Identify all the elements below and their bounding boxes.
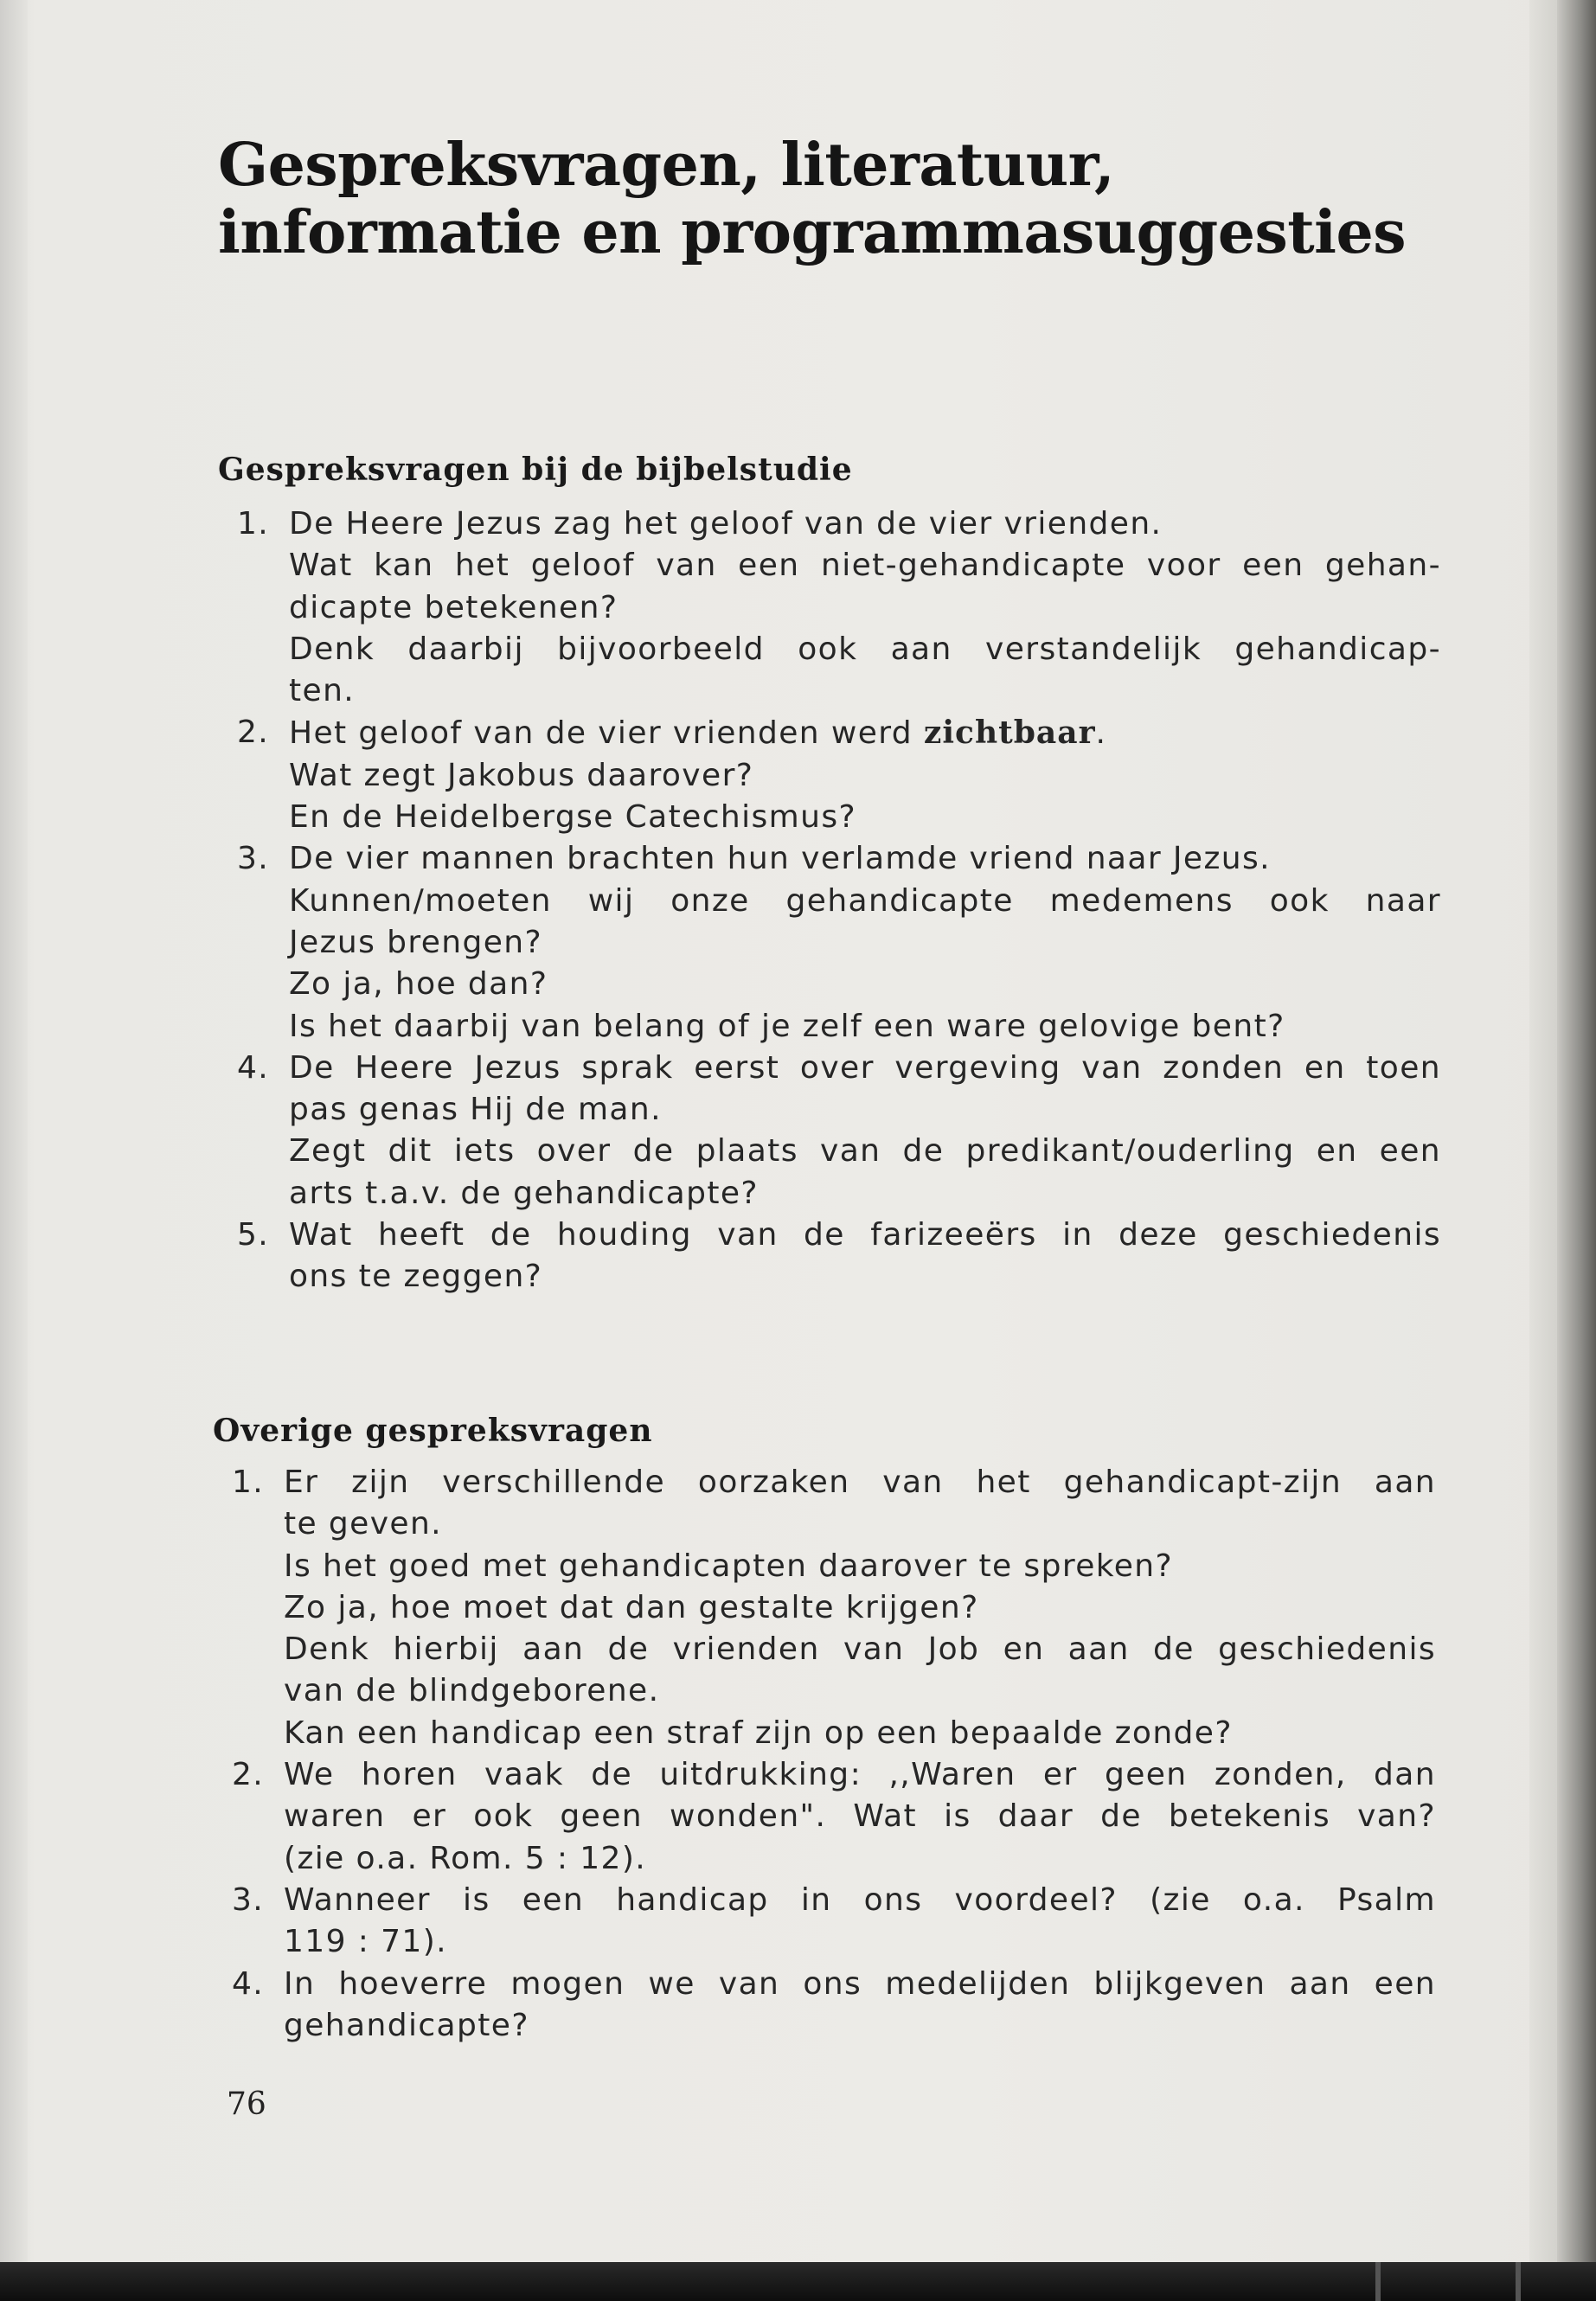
question-line: (zie o.a. Rom. 5 : 12).	[284, 1840, 647, 1876]
emphasis-word: zichtbaar	[923, 715, 1096, 752]
scan-bottom-edge	[0, 2262, 1596, 2301]
question-line: Kunnen/moeten wij onze gehandicapte medemens ook naar	[289, 882, 1441, 919]
question-line: Wat heeft de houding van de farizeeërs in deze geschiedenis	[289, 1217, 1441, 1253]
section-heading-bijbelstudie: Gespreksvragen bij de bijbelstudie	[218, 452, 853, 488]
question-list-overige	[213, 1462, 1436, 2047]
page-title	[218, 131, 1481, 266]
question-line: ons te zeggen?	[289, 1259, 543, 1295]
question-line: We horen vaak de uitdrukking: ,,Waren er geen zonden, dan	[284, 1757, 1436, 1793]
question-line-end: .	[1095, 715, 1107, 752]
question-number: 2.	[232, 1757, 265, 1793]
list-item	[218, 1048, 1441, 1215]
question-line: pas genas Hij de man.	[289, 1092, 662, 1128]
question-list-bijbelstudie	[218, 503, 1441, 1298]
question-number: 2.	[237, 715, 270, 751]
list-item	[213, 1754, 1436, 1880]
question-number: 5.	[237, 1217, 270, 1253]
question-line: dicapte betekenen?	[289, 589, 619, 625]
question-line: Wanneer is een handicap in ons voordeel? (zie o.a. Psalm	[284, 1881, 1436, 1918]
question-line: Kan een handicap een straf zijn op een bepaalde zonde?	[284, 1715, 1233, 1751]
list-item	[218, 1215, 1441, 1298]
question-line: Denk hierbij aan de vrienden van Job en aan de geschiedenis	[284, 1631, 1436, 1668]
question-number: 4.	[232, 1965, 265, 2002]
question-line: Jezus brengen?	[289, 924, 543, 960]
scan-edge-mark	[1516, 2262, 1521, 2301]
title-line-1: Gespreksvragen, literatuur,	[218, 131, 1115, 200]
list-item	[213, 1462, 1436, 1754]
question-line: Zo ja, hoe moet dat dan gestalte krijgen?	[284, 1589, 979, 1625]
question-line: 119 : 71).	[284, 1924, 448, 1960]
question-line: Er zijn verschillende oorzaken van het gehandicapt-zijn aan	[284, 1465, 1436, 1500]
question-line: Zegt dit iets over de plaats van de predikant/ouderling en een	[289, 1133, 1441, 1170]
question-line: Is het daarbij van belang of je zelf een ware gelovige bent?	[289, 1008, 1285, 1044]
question-line	[289, 712, 1441, 754]
list-item	[213, 1880, 1436, 1964]
question-line: Zo ja, hoe dan?	[289, 966, 548, 1003]
question-line: arts t.a.v. de gehandicapte?	[289, 1175, 759, 1211]
page-number: 76	[227, 2086, 266, 2122]
list-item	[218, 838, 1441, 1047]
question-line: gehandicapte?	[284, 2007, 529, 2043]
question-line: En de Heidelbergse Catechismus?	[289, 799, 857, 836]
question-number: 1.	[232, 1465, 265, 1500]
question-line: waren er ook geen wonden". Wat is daar de betekenis van?	[284, 1798, 1436, 1835]
scan-edge-mark	[1375, 2262, 1381, 2301]
question-line: te geven.	[284, 1506, 443, 1542]
question-number: 4.	[237, 1049, 270, 1086]
question-line: van de blindgeborene.	[284, 1673, 660, 1709]
question-line: De Heere Jezus sprak eerst over vergeving van zonden en toen	[289, 1049, 1441, 1086]
section-heading-overige: Overige gespreksvragen	[213, 1413, 653, 1449]
question-line: Wat zegt Jakobus daarover?	[289, 757, 754, 793]
question-line: De Heere Jezus zag het geloof van de vier vrienden.	[289, 506, 1163, 542]
list-item	[218, 503, 1441, 712]
list-item	[213, 1964, 1436, 2048]
question-line-text: Het geloof van de vier vrienden werd	[289, 715, 924, 752]
question-line: De vier mannen brachten hun verlamde vriend naar Jezus.	[289, 841, 1271, 877]
question-number: 3.	[232, 1881, 265, 1918]
question-number: 3.	[237, 841, 270, 877]
title-line-2: informatie en programmasuggesties	[218, 198, 1407, 267]
question-line: In hoeverre mogen we van ons medelijden blijkgeven aan een	[284, 1965, 1436, 2002]
question-number: 1.	[237, 506, 270, 542]
list-item	[218, 712, 1441, 838]
question-line: Denk daarbij bijvoorbeeld ook aan verstandelijk gehandicap-	[289, 631, 1441, 667]
question-line: ten.	[289, 673, 356, 709]
question-line: Wat kan het geloof van een niet-gehandicapte voor een gehan-	[289, 548, 1441, 584]
question-line: Is het goed met gehandicapten daarover te spreken?	[284, 1548, 1174, 1584]
